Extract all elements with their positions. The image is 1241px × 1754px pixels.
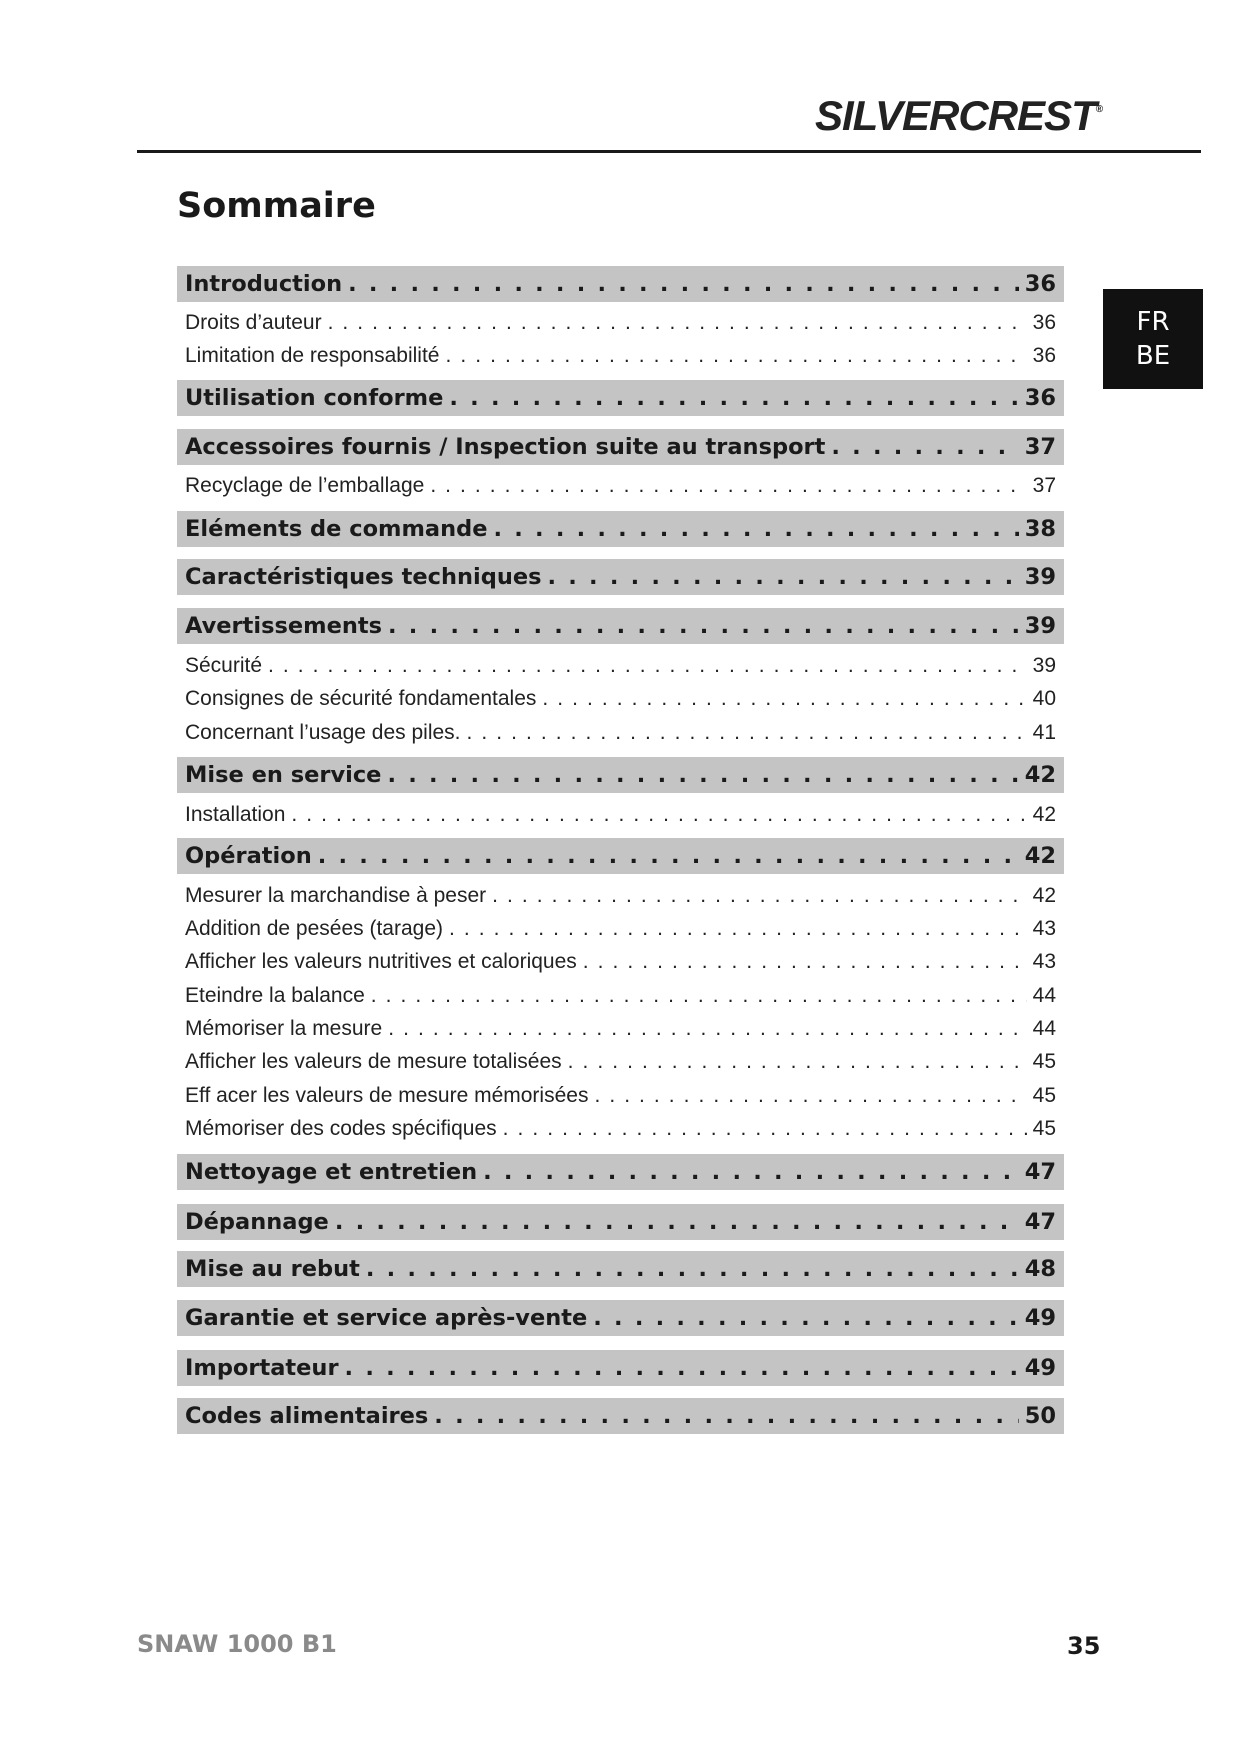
toc-entry[interactable]: Recyclage de l’emballage . . . 37 (177, 470, 1064, 502)
toc-entry[interactable]: Installation . . . 42 (177, 799, 1064, 831)
toc-entry[interactable]: Afficher les valeurs de mesure totalisées . . . 45 (177, 1046, 1064, 1078)
toc-entry[interactable]: Sécurité . . . 39 (177, 650, 1064, 682)
registered-mark: ® (1095, 104, 1103, 115)
toc-section[interactable]: Mise en service . . . 42 (177, 757, 1064, 793)
page-title: Sommaire (177, 186, 376, 226)
toc-section[interactable]: Opération . . . 42 (177, 838, 1064, 874)
language-code-fr: FR (1136, 307, 1170, 337)
toc-entry[interactable]: Afficher les valeurs nutritives et caloriques . . . 43 (177, 946, 1064, 978)
footer-model-number: SNAW 1000 B1 (137, 1630, 337, 1658)
footer-page-number: 35 (1067, 1632, 1101, 1660)
brand-logo (815, 92, 1103, 142)
toc-section[interactable]: Caractéristiques techniques . . . 39 (177, 559, 1064, 595)
toc-section[interactable]: Accessoires fournis / Inspection suite au transport . . . 37 (177, 429, 1064, 465)
toc-section[interactable]: Importateur . . . 49 (177, 1350, 1064, 1386)
toc-section[interactable]: Garantie et service après-vente . . . 49 (177, 1300, 1064, 1336)
toc-entry[interactable]: Mesurer la marchandise à peser . . . 42 (177, 880, 1064, 912)
toc-section[interactable]: Eléments de commande . . . 38 (177, 511, 1064, 547)
toc-entry[interactable]: Consignes de sécurité fondamentales . . . 40 (177, 683, 1064, 715)
toc-entry[interactable]: Eteindre la balance . . . 44 (177, 980, 1064, 1012)
toc-entry[interactable]: Eff acer les valeurs de mesure mémorisées . . . 45 (177, 1080, 1064, 1112)
toc-section[interactable]: Avertissements . . . 39 (177, 608, 1064, 644)
toc-entry[interactable]: Mémoriser la mesure . . . 44 (177, 1013, 1064, 1045)
toc-section[interactable]: Codes alimentaires . . . 50 (177, 1398, 1064, 1434)
toc-entry[interactable]: Concernant l’usage des piles. . . . 41 (177, 717, 1064, 749)
toc-entry[interactable]: Addition de pesées (tarage) . . . 43 (177, 913, 1064, 945)
toc-section[interactable]: Utilisation conforme . . . 36 (177, 380, 1064, 416)
toc-entry[interactable]: Mémoriser des codes spécifiques . . . 45 (177, 1113, 1064, 1145)
toc-entry[interactable]: Limitation de responsabilité . . . 36 (177, 340, 1064, 372)
header-rule (137, 150, 1201, 153)
toc-section[interactable]: Dépannage . . . 47 (177, 1204, 1064, 1240)
toc-section[interactable]: Nettoyage et entretien . . . 47 (177, 1154, 1064, 1190)
toc-entry[interactable]: Droits d’auteur . . . 36 (177, 307, 1064, 339)
toc-section[interactable]: Introduction . . . 36 (177, 266, 1064, 302)
language-tab (1103, 289, 1203, 389)
language-code-be: BE (1135, 341, 1171, 371)
brand-name: SILVERCREST (815, 92, 1096, 139)
toc-section[interactable]: Mise au rebut . . . 48 (177, 1251, 1064, 1287)
